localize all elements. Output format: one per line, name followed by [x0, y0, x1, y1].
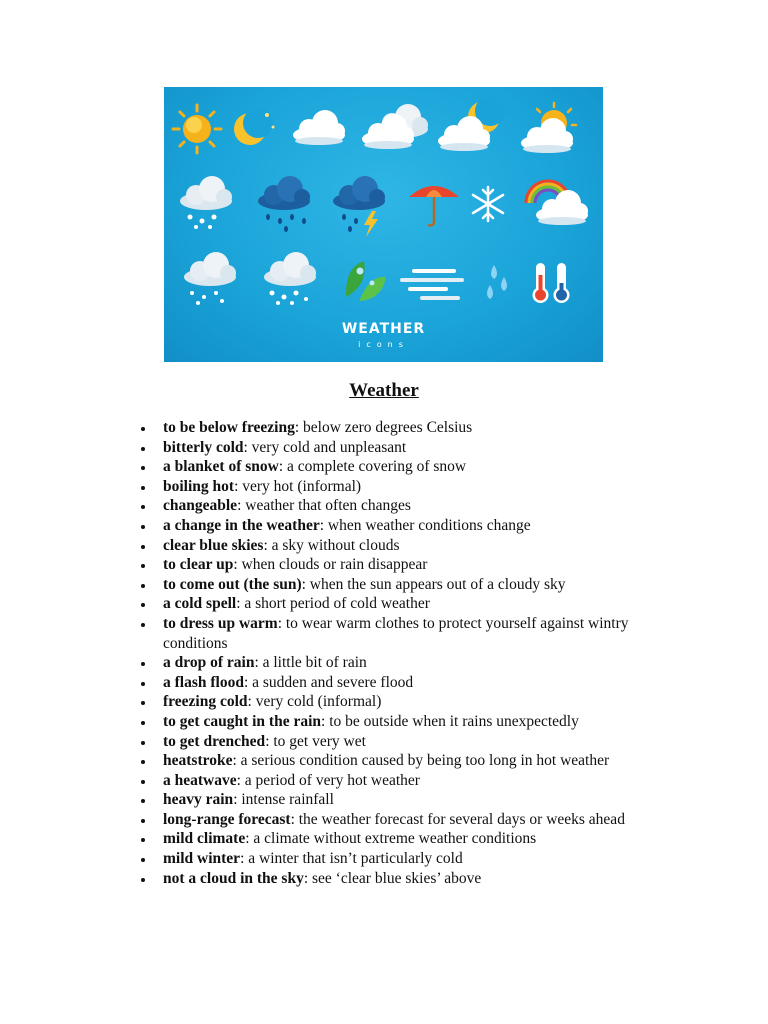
- glossary-definition: : a short period of cold weather: [236, 595, 430, 613]
- glossary-entry: [140, 771, 660, 791]
- glossary-term: mild winter: [163, 850, 241, 868]
- glossary-term: to clear up: [163, 556, 234, 574]
- glossary-entry: [140, 438, 660, 458]
- glossary-term: a flash flood: [163, 673, 244, 691]
- glossary-entry: [140, 849, 660, 869]
- double-cloud-icon: [362, 104, 428, 149]
- glossary-term: to come out (the sun): [163, 575, 302, 593]
- glossary-entry: [140, 555, 660, 575]
- glossary-entry: [140, 516, 660, 536]
- glossary-definition: : when clouds or rain disappear: [233, 556, 428, 574]
- cloud-moon-icon: [438, 96, 505, 151]
- weather-icons-banner: [164, 87, 603, 362]
- glossary-term: to get drenched: [163, 732, 266, 750]
- snow-cloud-icon: [180, 176, 232, 229]
- glossary-definition: : a complete covering of snow: [278, 458, 467, 476]
- page-title: Weather: [349, 380, 419, 401]
- glossary-definition: : a little bit of rain: [254, 654, 367, 672]
- glossary-definition: : very cold and unpleasant: [243, 438, 407, 456]
- rain-cloud-icon: [258, 176, 310, 232]
- glossary-definition: : weather that often changes: [237, 497, 411, 515]
- glossary-entry: [140, 614, 660, 653]
- glossary-term: long-range forecast: [163, 810, 291, 828]
- glossary-entry: [140, 790, 660, 810]
- cloud-sun-icon: [521, 103, 576, 153]
- leaf-dew-icon: [346, 261, 386, 301]
- glossary-definition: : a sudden and severe flood: [243, 673, 414, 691]
- glossary-entry: [140, 829, 660, 849]
- glossary-term: clear blue skies: [163, 536, 264, 554]
- glossary-entry: [140, 575, 660, 595]
- sun-icon: [173, 105, 221, 153]
- glossary-definition: : the weather forecast for several days or weeks ahead: [290, 810, 625, 828]
- glossary-entry: [140, 536, 660, 556]
- glossary-term: a cold spell: [163, 595, 237, 613]
- glossary-term: a drop of rain: [163, 654, 255, 672]
- glossary-definition: : a winter that isn’t particularly cold: [240, 850, 463, 868]
- glossary-term: heatstroke: [163, 752, 233, 770]
- glossary-term: a change in the weather: [163, 516, 320, 534]
- glossary-entry: [140, 869, 660, 889]
- glossary-definition: : when the sun appears out of a cloudy sky: [301, 575, 566, 593]
- glossary-definition: : a serious condition caused by being too long in hot weather: [232, 752, 610, 770]
- glossary-definition: : very cold (informal): [247, 693, 382, 711]
- glossary-term: not a cloud in the sky: [163, 869, 304, 887]
- rainbow-cloud-icon: [526, 181, 588, 225]
- glossary-term: heavy rain: [163, 791, 234, 809]
- glossary-definition: : to wear warm clothes to protect yourself against wintry conditions: [163, 614, 629, 652]
- snowflake-icon: [473, 187, 503, 221]
- glossary-term: mild climate: [163, 830, 246, 848]
- glossary-term: boiling hot: [163, 477, 235, 495]
- glossary-term: bitterly cold: [163, 438, 244, 456]
- glossary-definition: : see ‘clear blue skies’ above: [303, 869, 482, 887]
- glossary-entry: [140, 810, 660, 830]
- glossary-term: a blanket of snow: [163, 458, 279, 476]
- thermometers-icon: [533, 263, 570, 303]
- glossary-entry: [140, 477, 660, 497]
- sleet-cloud-icon: [184, 252, 236, 305]
- cloud-icon: [293, 110, 345, 145]
- hail-cloud-icon: [264, 252, 316, 305]
- glossary-definition: : a period of very hot weather: [236, 771, 420, 789]
- glossary-entry: [140, 496, 660, 516]
- glossary-term: changeable: [163, 497, 238, 515]
- glossary-definition: : very hot (informal): [234, 477, 362, 495]
- glossary-entry: [140, 594, 660, 614]
- glossary-entry: [140, 673, 660, 693]
- glossary-entry: [140, 457, 660, 477]
- banner-title: WEATHER: [341, 321, 426, 337]
- wind-fog-icon: [402, 271, 462, 298]
- glossary-term: to dress up warm: [163, 614, 278, 632]
- glossary-definition: : a sky without clouds: [263, 536, 400, 554]
- glossary-definition: : intense rainfall: [233, 791, 334, 809]
- raindrops-icon: [487, 265, 507, 299]
- glossary-entry: [140, 653, 660, 673]
- weather-glossary-list: [140, 418, 660, 888]
- glossary-entry: [140, 692, 660, 712]
- glossary-term: to get caught in the rain: [163, 712, 322, 730]
- glossary-term: freezing cold: [163, 693, 248, 711]
- thunderstorm-cloud-icon: [333, 176, 385, 237]
- crescent-moon-stars-icon: [234, 108, 275, 145]
- glossary-entry: [140, 751, 660, 771]
- glossary-entry: [140, 732, 660, 752]
- glossary-definition: : to be outside when it rains unexpectedly: [321, 712, 579, 730]
- glossary-definition: : a climate without extreme weather conditions: [245, 830, 537, 848]
- glossary-definition: : to get very wet: [265, 732, 366, 750]
- umbrella-icon: [409, 186, 459, 226]
- glossary-term: to be below freezing: [163, 419, 295, 436]
- glossary-term: a heatwave: [163, 771, 237, 789]
- banner-subtitle: icons: [358, 340, 409, 349]
- glossary-entry: [140, 418, 660, 438]
- glossary-definition: : when weather conditions change: [319, 516, 531, 534]
- glossary-entry: [140, 712, 660, 732]
- glossary-definition: : below zero degrees Celsius: [294, 419, 473, 436]
